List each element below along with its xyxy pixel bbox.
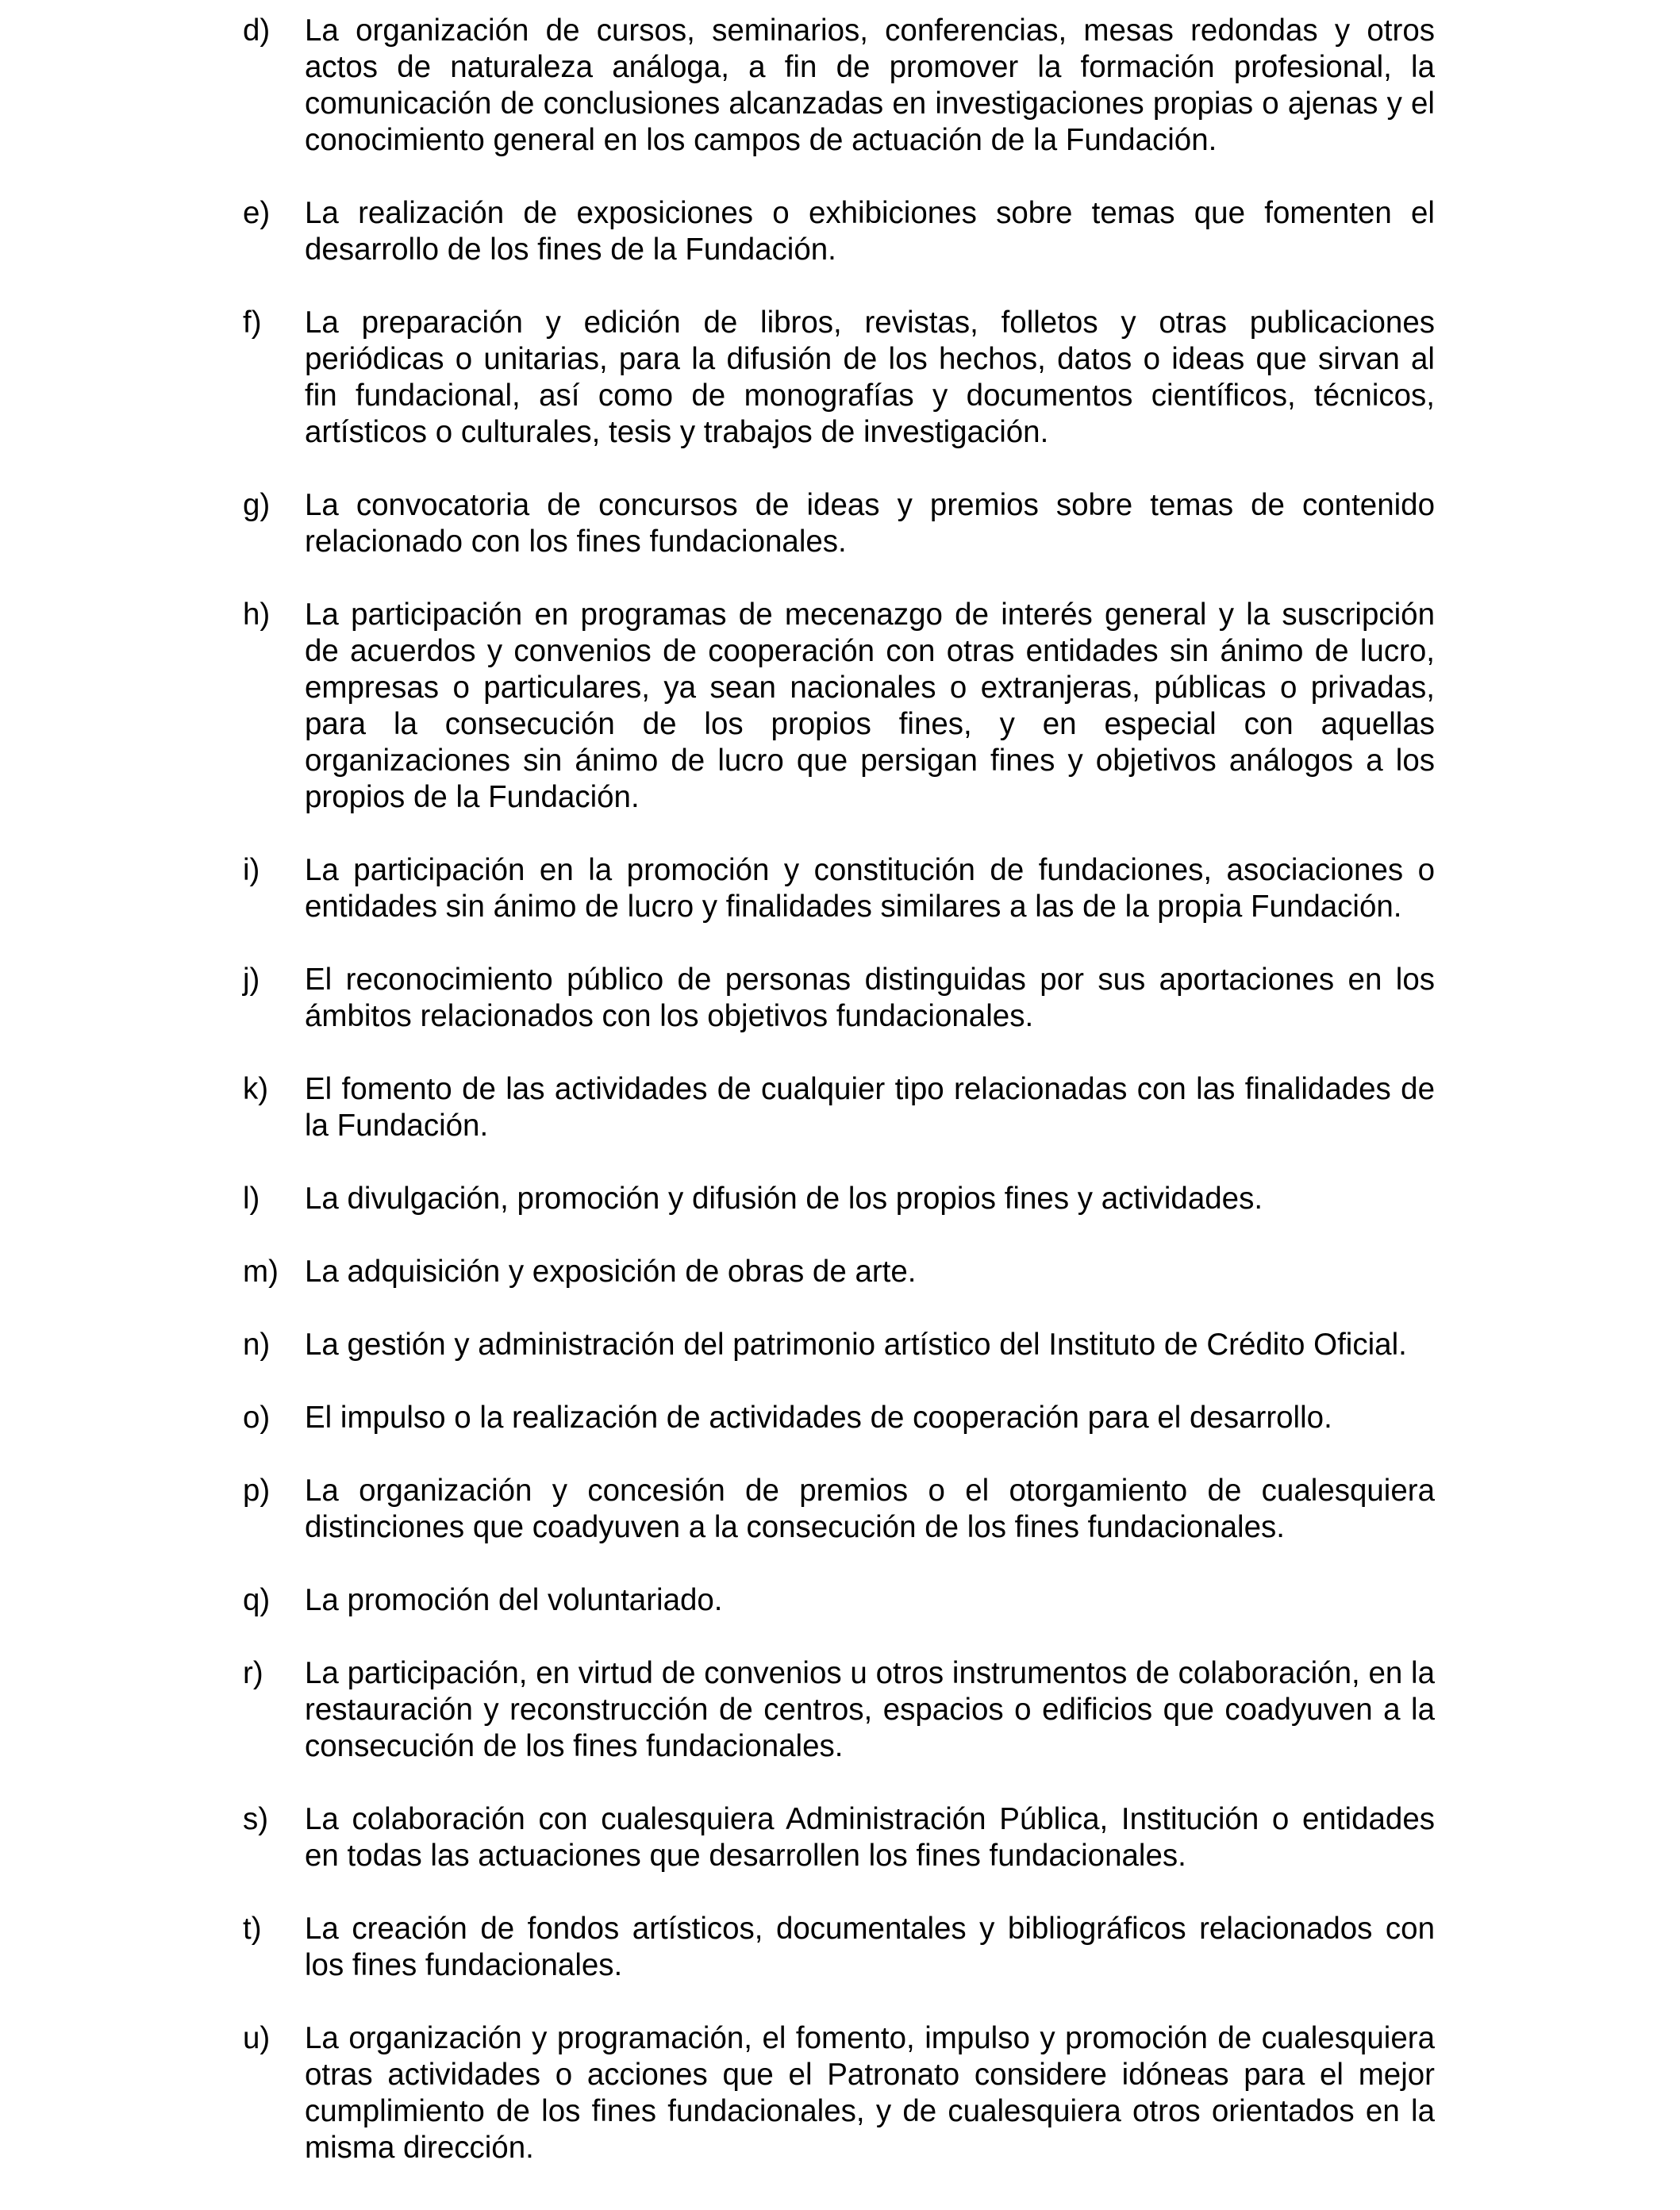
list-item-o [243, 1400, 1435, 1436]
item-text: La gestión y administración del patrimonio artístico del Instituto de Crédito Oficial. [305, 1328, 1407, 1362]
item-text: El impulso o la realización de actividades de cooperación para el desarrollo. [305, 1401, 1332, 1435]
item-letter: e) [243, 196, 271, 230]
item-text: La preparación y edición de libros, revistas, folletos y otras publicaciones periódicas o unitarias, para la difusión de los hechos, datos o ideas que sirvan al fin fundacional, así como de monografías y documentos científicos, técnicos, artísticos o culturales, tesis y trabajos de investigación. [305, 306, 1435, 449]
list-item-i [243, 852, 1435, 925]
item-text: La promoción del voluntariado. [305, 1583, 723, 1617]
item-text: La divulgación, promoción y difusión de los propios fines y actividades. [305, 1182, 1263, 1216]
list-item-l [243, 1181, 1435, 1217]
item-letter: o) [243, 1401, 271, 1435]
item-letter: k) [243, 1072, 269, 1106]
list-item-s [243, 1801, 1435, 1874]
list-item-m [243, 1254, 1435, 1290]
item-letter: s) [243, 1802, 269, 1836]
item-letter: q) [243, 1583, 271, 1617]
list-item-h [243, 597, 1435, 816]
item-text: La participación en programas de mecenazgo de interés general y la suscripción de acuerdos y convenios de cooperación con otras entidades sin ánimo de lucro, empresas o particulares, ya sean nacionales o extranjeras, públicas o privadas, para la consecución de los propios fines, y en especial con aquellas organizaciones sin ánimo de lucro que persigan fines y objetivos análogos a los propios de la Fundación. [305, 598, 1435, 814]
item-letter: u) [243, 2021, 271, 2055]
item-letter: j) [243, 963, 260, 997]
item-letter: l) [243, 1182, 260, 1216]
list-item-e [243, 195, 1435, 268]
list-item-f [243, 305, 1435, 451]
item-letter: p) [243, 1474, 271, 1508]
item-text: La organización y programación, el fomento, impulso y promoción de cualesquiera otras actividades o acciones que el Patronato considere idóneas para el mejor cumplimiento de los fines fundacionales, y de cualesquiera otros orientados en la misma dirección. [305, 2021, 1435, 2165]
item-text: La participación, en virtud de convenios u otros instrumentos de colaboración, en la restauración y reconstrucción de centros, espacios o edificios que coadyuven a la consecución de los fines fundacionales. [305, 1656, 1435, 1763]
item-text: El reconocimiento público de personas distinguidas por sus aportaciones en los ámbitos relacionados con los objetivos fundacionales. [305, 963, 1435, 1033]
item-letter: h) [243, 598, 271, 632]
item-letter: f) [243, 306, 262, 340]
list-item-p [243, 1473, 1435, 1546]
item-text: La organización de cursos, seminarios, conferencias, mesas redondas y otros actos de naturaleza análoga, a fin de promover la formación profesional, la comunicación de conclusiones alcanzadas en investigaciones propias o ajenas y el conocimiento general en los campos de actuación de la Fundación. [305, 13, 1435, 157]
list-item-u [243, 2020, 1435, 2166]
item-letter: i) [243, 853, 260, 887]
list-item-k [243, 1071, 1435, 1144]
item-letter: m) [243, 1255, 279, 1289]
item-text: La participación en la promoción y constitución de fundaciones, asociaciones o entidades sin ánimo de lucro y finalidades similares a las de la propia Fundación. [305, 853, 1435, 924]
item-letter: d) [243, 13, 271, 48]
item-letter: t) [243, 1912, 262, 1946]
list-item-g [243, 487, 1435, 560]
item-text: La adquisición y exposición de obras de arte. [305, 1255, 917, 1289]
activities-list [243, 13, 1435, 2166]
item-text: La convocatoria de concursos de ideas y premios sobre temas de contenido relacionado con los fines fundacionales. [305, 488, 1435, 559]
item-text: La colaboración con cualesquiera Administración Pública, Institución o entidades en todas las actuaciones que desarrollen los fines fundacionales. [305, 1802, 1435, 1873]
item-letter: n) [243, 1328, 271, 1362]
item-text: La creación de fondos artísticos, documentales y bibliográficos relacionados con los fines fundacionales. [305, 1912, 1435, 1982]
list-item-d [243, 13, 1435, 159]
list-item-q [243, 1582, 1435, 1619]
item-text: El fomento de las actividades de cualquier tipo relacionadas con las finalidades de la Fundación. [305, 1072, 1435, 1143]
list-item-r [243, 1655, 1435, 1765]
item-text: La organización y concesión de premios o el otorgamiento de cualesquiera distinciones que coadyuven a la consecución de los fines fundacionales. [305, 1474, 1435, 1544]
item-letter: g) [243, 488, 271, 522]
list-item-n [243, 1327, 1435, 1363]
item-text: La realización de exposiciones o exhibiciones sobre temas que fomenten el desarrollo de los fines de la Fundación. [305, 196, 1435, 267]
list-item-t [243, 1911, 1435, 1984]
list-item-j [243, 962, 1435, 1035]
item-letter: r) [243, 1656, 263, 1690]
